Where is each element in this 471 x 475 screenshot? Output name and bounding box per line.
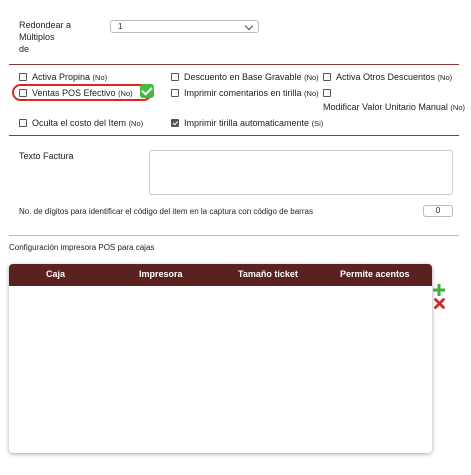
checkbox-descuento-base-gravable[interactable]	[171, 73, 179, 81]
rounding-select-value: 1	[118, 22, 123, 31]
invoice-text-label: Texto Factura	[19, 151, 74, 161]
option-state: (No)	[304, 89, 319, 98]
checkbox-ventas-pos-efectivo[interactable]	[19, 89, 27, 97]
option-label-descuento-base-gravable	[184, 71, 319, 84]
barcode-digits-label: No. de dígitos para identificar el código del item en la captura con código de barras	[19, 207, 313, 216]
option-state: (No)	[450, 103, 465, 112]
option-label-activa-propina	[32, 71, 107, 84]
rounding-label	[19, 19, 107, 55]
pos-printer-title: Configuración impresora POS para cajas	[9, 243, 155, 252]
option-text: Imprimir comentarios en tirilla	[184, 88, 302, 98]
option-state: (No)	[304, 73, 319, 82]
option-state: (Si)	[311, 119, 324, 128]
invoice-text-area[interactable]	[149, 150, 453, 195]
option-label-modificar-valor-unitario	[323, 101, 465, 114]
option-text: Descuento en Base Gravable	[184, 72, 302, 82]
checkbox-imprimir-tirilla-auto[interactable]	[171, 119, 179, 127]
option-state: (No)	[128, 119, 144, 128]
option-text: Modificar Valor Unitario Manual	[323, 102, 448, 112]
option-state: (No)	[437, 73, 453, 82]
option-state: (No)	[118, 89, 133, 98]
column-header-tamano-ticket[interactable]: Tamaño ticket	[238, 269, 298, 279]
option-text: Activa Otros Descuentos	[336, 72, 436, 82]
option-label-activa-otros-descuentos	[336, 71, 452, 84]
option-text: Activa Propina	[32, 72, 91, 82]
checkbox-imprimir-comentarios[interactable]	[171, 89, 179, 97]
chevron-down-icon	[245, 22, 253, 30]
option-text: Ventas POS Efectivo	[32, 88, 116, 98]
pos-printer-table	[9, 264, 432, 453]
plus-icon[interactable]	[433, 284, 445, 296]
checkbox-oculta-costo-item[interactable]	[19, 119, 27, 127]
divider-top	[9, 64, 459, 65]
column-header-caja[interactable]: Caja	[46, 269, 66, 279]
checkbox-modificar-valor-unitario[interactable]	[323, 89, 331, 97]
check-badge-icon	[140, 84, 154, 98]
x-icon[interactable]	[434, 298, 445, 309]
divider-bottom	[9, 235, 459, 236]
rounding-label-line1: Redondear a Múltiplos	[19, 20, 72, 42]
option-label-ventas-pos-efectivo	[32, 87, 133, 100]
divider-middle	[9, 135, 459, 136]
column-header-impresora[interactable]: Impresora	[139, 269, 183, 279]
option-state: (No)	[92, 73, 108, 82]
barcode-digits-input[interactable]	[423, 205, 453, 217]
table-header	[9, 264, 432, 286]
option-text: Imprimir tirilla automaticamente	[184, 118, 310, 128]
option-text: Oculta el costo del Item	[32, 118, 127, 128]
checkbox-activa-propina[interactable]	[19, 73, 27, 81]
option-label-oculta-costo-item	[32, 117, 143, 130]
rounding-select[interactable]	[110, 20, 259, 33]
option-label-imprimir-tirilla-auto	[184, 117, 323, 130]
rounding-label-line2: de	[19, 44, 30, 54]
checkbox-activa-otros-descuentos[interactable]	[323, 73, 331, 81]
option-label-imprimir-comentarios	[184, 87, 319, 100]
column-header-permite-acentos[interactable]: Permite acentos	[340, 269, 410, 279]
barcode-digits-value: 0	[435, 206, 441, 215]
